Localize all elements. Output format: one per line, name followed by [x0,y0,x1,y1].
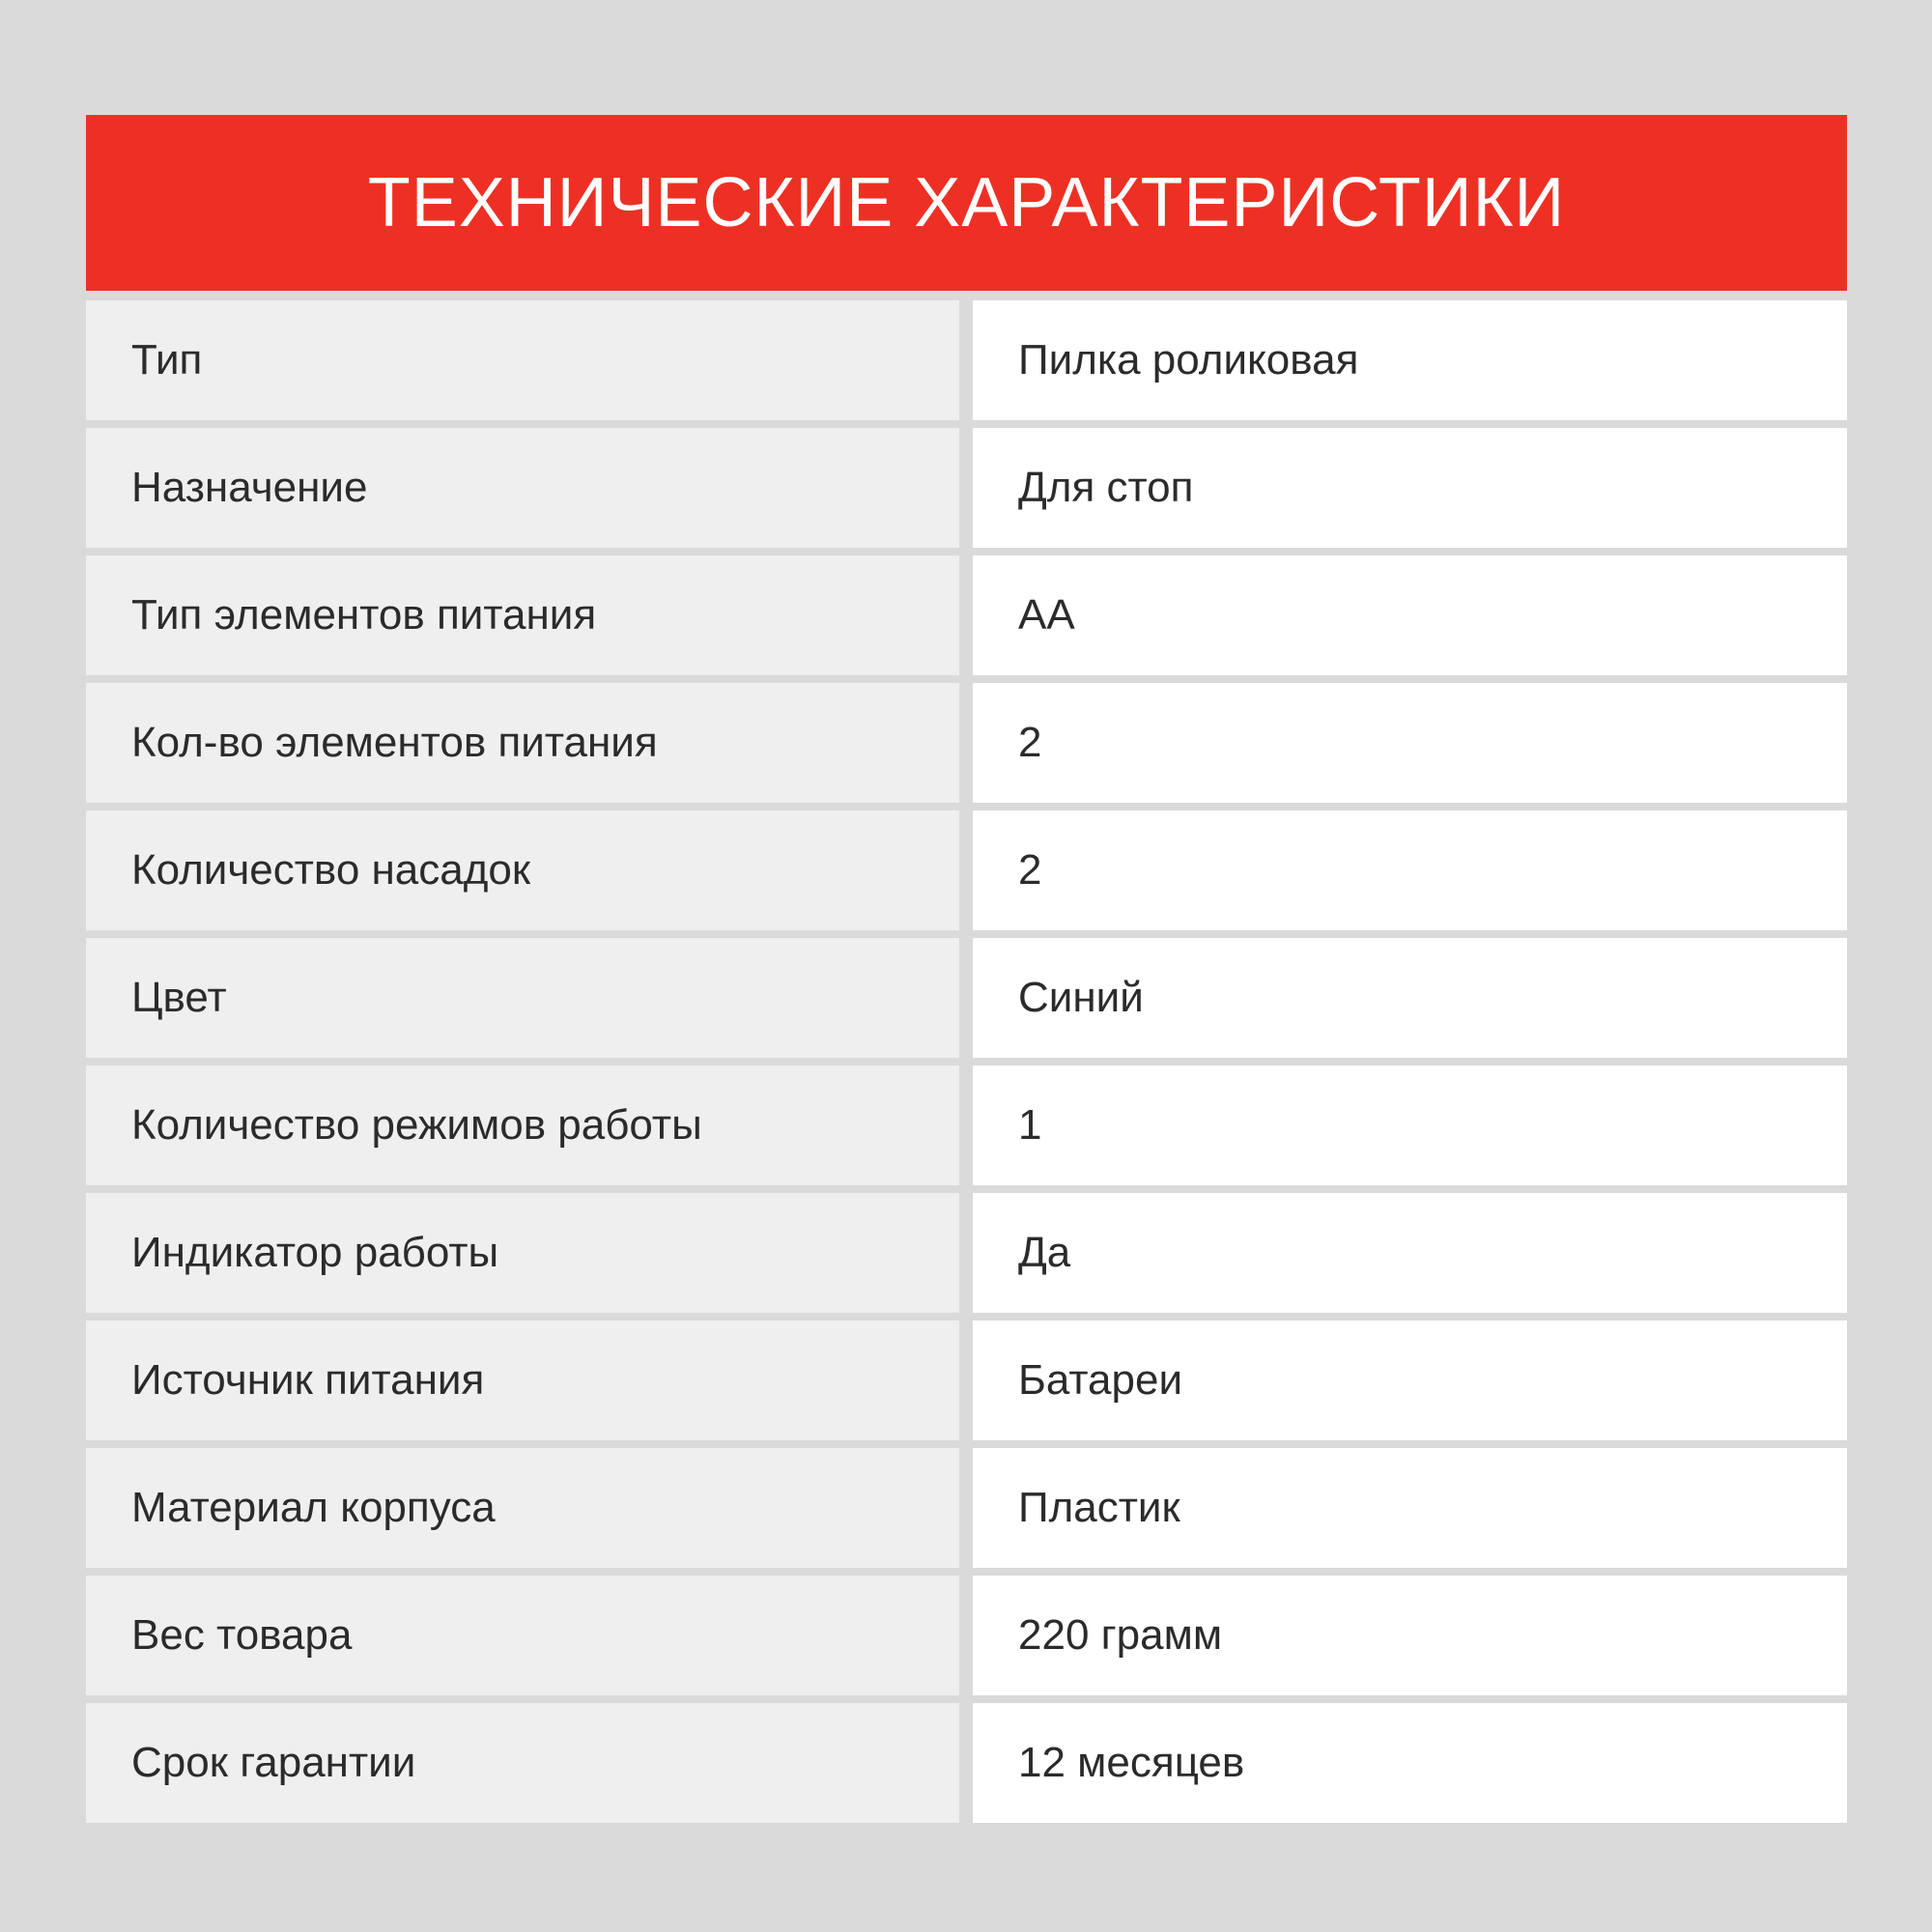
spec-value: 2 [973,810,1847,930]
spec-label: Количество насадок [86,810,959,930]
spec-row-weight [86,1576,1847,1695]
spec-label: Тип [86,300,959,420]
spec-value: AA [973,555,1847,675]
spec-value: 1 [973,1065,1847,1185]
spec-value: 220 грамм [973,1576,1847,1695]
specs-header [86,115,1847,291]
spec-row-indicator [86,1193,1847,1313]
spec-row-modes [86,1065,1847,1185]
spec-label: Назначение [86,428,959,548]
spec-label: Цвет [86,938,959,1058]
spec-label: Материал корпуса [86,1448,959,1568]
spec-value: Синий [973,938,1847,1058]
spec-row-power-source [86,1321,1847,1440]
spec-row-battery-count [86,683,1847,803]
spec-label: Количество режимов работы [86,1065,959,1185]
spec-row-material [86,1448,1847,1568]
spec-label: Срок гарантии [86,1703,959,1823]
spec-value: 2 [973,683,1847,803]
spec-label: Вес товара [86,1576,959,1695]
spec-value: Пластик [973,1448,1847,1568]
spec-row-warranty [86,1703,1847,1823]
spec-label: Кол-во элементов питания [86,683,959,803]
spec-label: Индикатор работы [86,1193,959,1313]
spec-value: Для стоп [973,428,1847,548]
specs-table [86,300,1847,1823]
spec-row-type [86,300,1847,420]
spec-value: Батареи [973,1321,1847,1440]
spec-row-battery-type [86,555,1847,675]
spec-label: Источник питания [86,1321,959,1440]
spec-row-attachments [86,810,1847,930]
spec-row-color [86,938,1847,1058]
spec-label: Тип элементов питания [86,555,959,675]
spec-row-purpose [86,428,1847,548]
page-title: ТЕХНИЧЕСКИЕ ХАРАКТЕРИСТИКИ [367,164,1566,242]
spec-value: Да [973,1193,1847,1313]
spec-value: Пилка роликовая [973,300,1847,420]
specs-card [86,115,1847,1823]
spec-value: 12 месяцев [973,1703,1847,1823]
